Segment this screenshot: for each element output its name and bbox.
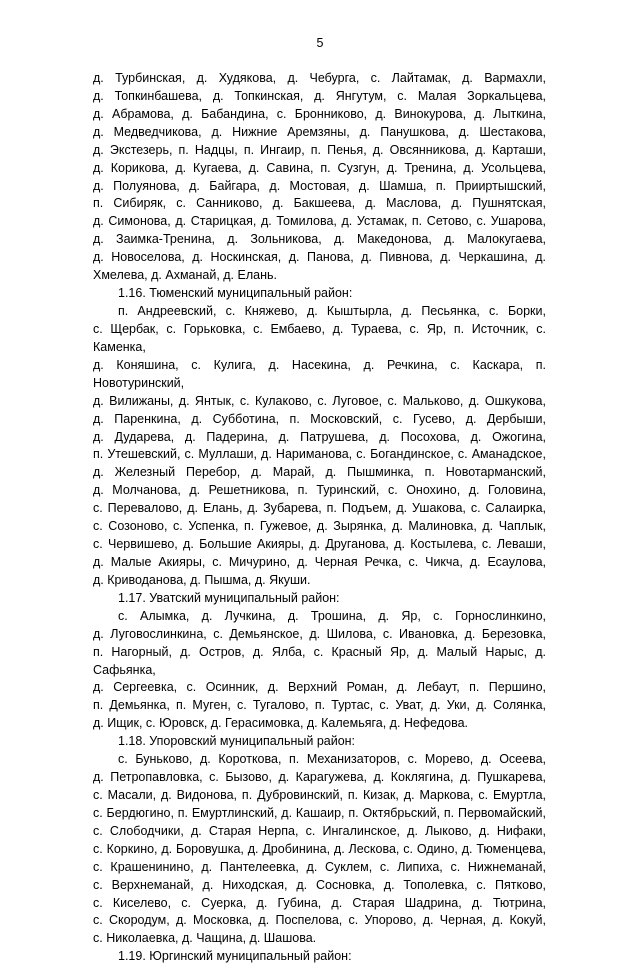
section-heading: 1.16. Тюменский муниципальный район: [118, 286, 353, 301]
section-heading: 1.18. Упоровский муниципальный район: [118, 734, 356, 749]
text-line: с. Крашенинино, д. Пантелеевка, д. Суклем, с. Липиха, с. Нижнеманай, [93, 859, 546, 874]
text-line: д. Медведчикова, д. Нижние Аремзяны, д. Панушкова, д. Шестакова, [93, 124, 546, 139]
text-line: д. Вилижаны, д. Янтык, с. Кулаково, с. Луговое, с. Мальково, д. Ошкукова, [93, 393, 546, 408]
text-line: с. Масали, д. Видонова, п. Дубровинский, п. Кизак, д. Маркова, с. Емуртла, [93, 788, 546, 802]
text-line: д. Железный Перебор, д. Марай, д. Пышминка, п. Новотарманский, [93, 465, 546, 480]
text-line: с. Перевалово, д. Елань, д. Зубарева, п. Подъем, д. Ушакова, с. Салаирка, [93, 501, 546, 516]
section-heading: 1.19. Юргинский муниципальный район: [118, 949, 352, 964]
text-line: д. Петропавловка, с. Бызово, д. Карагужева, д. Коклягина, д. Пушкарева, [93, 770, 546, 785]
text-line: д. Коняшина, с. Кулига, д. Насекина, д. Речкина, с. Каскара, п. Новотуринский, [93, 357, 546, 390]
text-line: д. Дударева, д. Падерина, д. Патрушева, д. Посохова, д. Ожогина, [93, 429, 546, 444]
text-line: с. Киселево, с. Суерка, д. Губина, д. Старая Шадрина, д. Тютрина, [93, 895, 546, 910]
section-heading: 1.17. Уватский муниципальный район: [118, 590, 340, 605]
text-line: с. Буньково, д. Короткова, п. Механизаторов, с. Морево, д. Осеева, [118, 752, 546, 767]
text-line: п. Сибиряк, с. Санниково, д. Бакшеева, д. Маслова, д. Пушнятская, [93, 196, 546, 211]
text-line: с. Верхнеманай, д. Ниходская, д. Сосновка, д. Тополевка, с. Пятково, [93, 877, 546, 892]
text-line: д. Криводанова, д. Пышма, д. Якуши. [93, 572, 311, 587]
text-line: п. Демьянка, п. Муген, с. Тугалово, п. Туртас, с. Уват, д. Уки, д. Солянка, [93, 698, 546, 713]
page-number: 5 [316, 36, 324, 50]
text-line: д. Полуянова, д. Байгара, д. Мостовая, д. Шамша, п. Прииртышский, [93, 178, 546, 193]
text-line: д. Корикова, д. Кугаева, д. Савина, п. Сузгун, д. Тренина, д. Усольцева, [93, 160, 546, 175]
text-line: с. Коркино, д. Боровушка, д. Дробинина, д. Лескова, с. Одино, д. Тюменцева, [93, 841, 546, 856]
text-line: с. Алымка, д. Лучкина, д. Трошина, д. Яр, с. Горнослинкино, [118, 608, 546, 623]
text-line: д. Экстезерь, п. Надцы, п. Ингаир, п. Пенья, д. Овсянникова, д. Карташи, [93, 142, 546, 157]
text-line: с. Слободчики, д. Старая Нерпа, с. Ингалинское, д. Лыково, д. Нифаки, [93, 823, 546, 838]
text-line: п. Андреевский, с. Княжево, д. Кыштырла, д. Песьянка, с. Борки, [118, 304, 546, 319]
text-line: с. Николаевка, д. Чащина, д. Шашова. [93, 931, 317, 946]
text-line: д. Малые Акияры, с. Мичурино, д. Черная Речка, с. Чикча, д. Есаулова, [93, 554, 546, 569]
text-line: д. Заимка-Тренина, д. Зольникова, д. Македонова, д. Малокугаева, [93, 232, 546, 247]
text-line: д. Новоселова, д. Носкинская, д. Панова, д. Пивнова, д. Черкашина, д. Хмелева, д. Ахманай, д. Елань. [93, 250, 546, 283]
text-line: с. Скородум, д. Московка, д. Поспелова, с. Упорово, д. Черная, д. Кокуй, [93, 913, 546, 928]
text-line: с. Червишево, д. Большие Акияры, д. Друганова, д. Костылева, с. Леваши, [93, 537, 546, 552]
text-line: д. Паренкина, д. Субботина, п. Московский, с. Гусево, д. Дербыши, [93, 411, 546, 426]
text-line: с. Созоново, с. Успенка, п. Гужевое, д. Зырянка, д. Малиновка, д. Чаплык, [93, 519, 546, 534]
text-line: п. Нагорный, д. Остров, д. Ялба, с. Красный Яр, д. Малый Нарыс, д. Сафьянка, [93, 644, 546, 677]
text-line: д. Абрамова, д. Бабандина, с. Бронниково, д. Винокурова, д. Лыткина, [93, 106, 546, 121]
document-body [93, 70, 546, 966]
text-line: д. Топкинбашева, д. Топкинская, д. Янгутум, с. Малая Зоркальцева, [93, 88, 546, 103]
text-line: д. Симонова, д. Старицкая, д. Томилова, д. Устамак, п. Сетово, с. Ушарова, [93, 214, 546, 229]
text-line: д. Молчанова, д. Решетникова, п. Туринский, с. Онохино, д. Головина, [93, 483, 546, 498]
text-line: д. Турбинская, д. Худякова, д. Чебурга, с. Лайтамак, д. Вармахли, [93, 71, 546, 85]
text-line: с. Бердюгино, п. Емуртлинский, д. Кашаир, п. Октябрьский, п. Первомайский, [93, 805, 546, 820]
text-line: д. Луговослинкина, с. Демьянское, д. Шилова, с. Ивановка, д. Березовка, [93, 626, 546, 641]
text-line: с. Щербак, с. Горьковка, с. Ембаево, д. Тураева, с. Яр, п. Источник, с. Каменка, [93, 321, 546, 354]
text-line: д. Ищик, с. Юровск, д. Герасимовка, д. Калемьяга, д. Нефедова. [93, 716, 469, 731]
text-line: п. Утешевский, с. Муллаши, д. Нариманова, с. Богандинское, с. Аманадское, [93, 447, 546, 462]
text-line: д. Сергеевка, с. Осинник, д. Верхний Роман, д. Лебаут, п. Першино, [93, 680, 546, 695]
